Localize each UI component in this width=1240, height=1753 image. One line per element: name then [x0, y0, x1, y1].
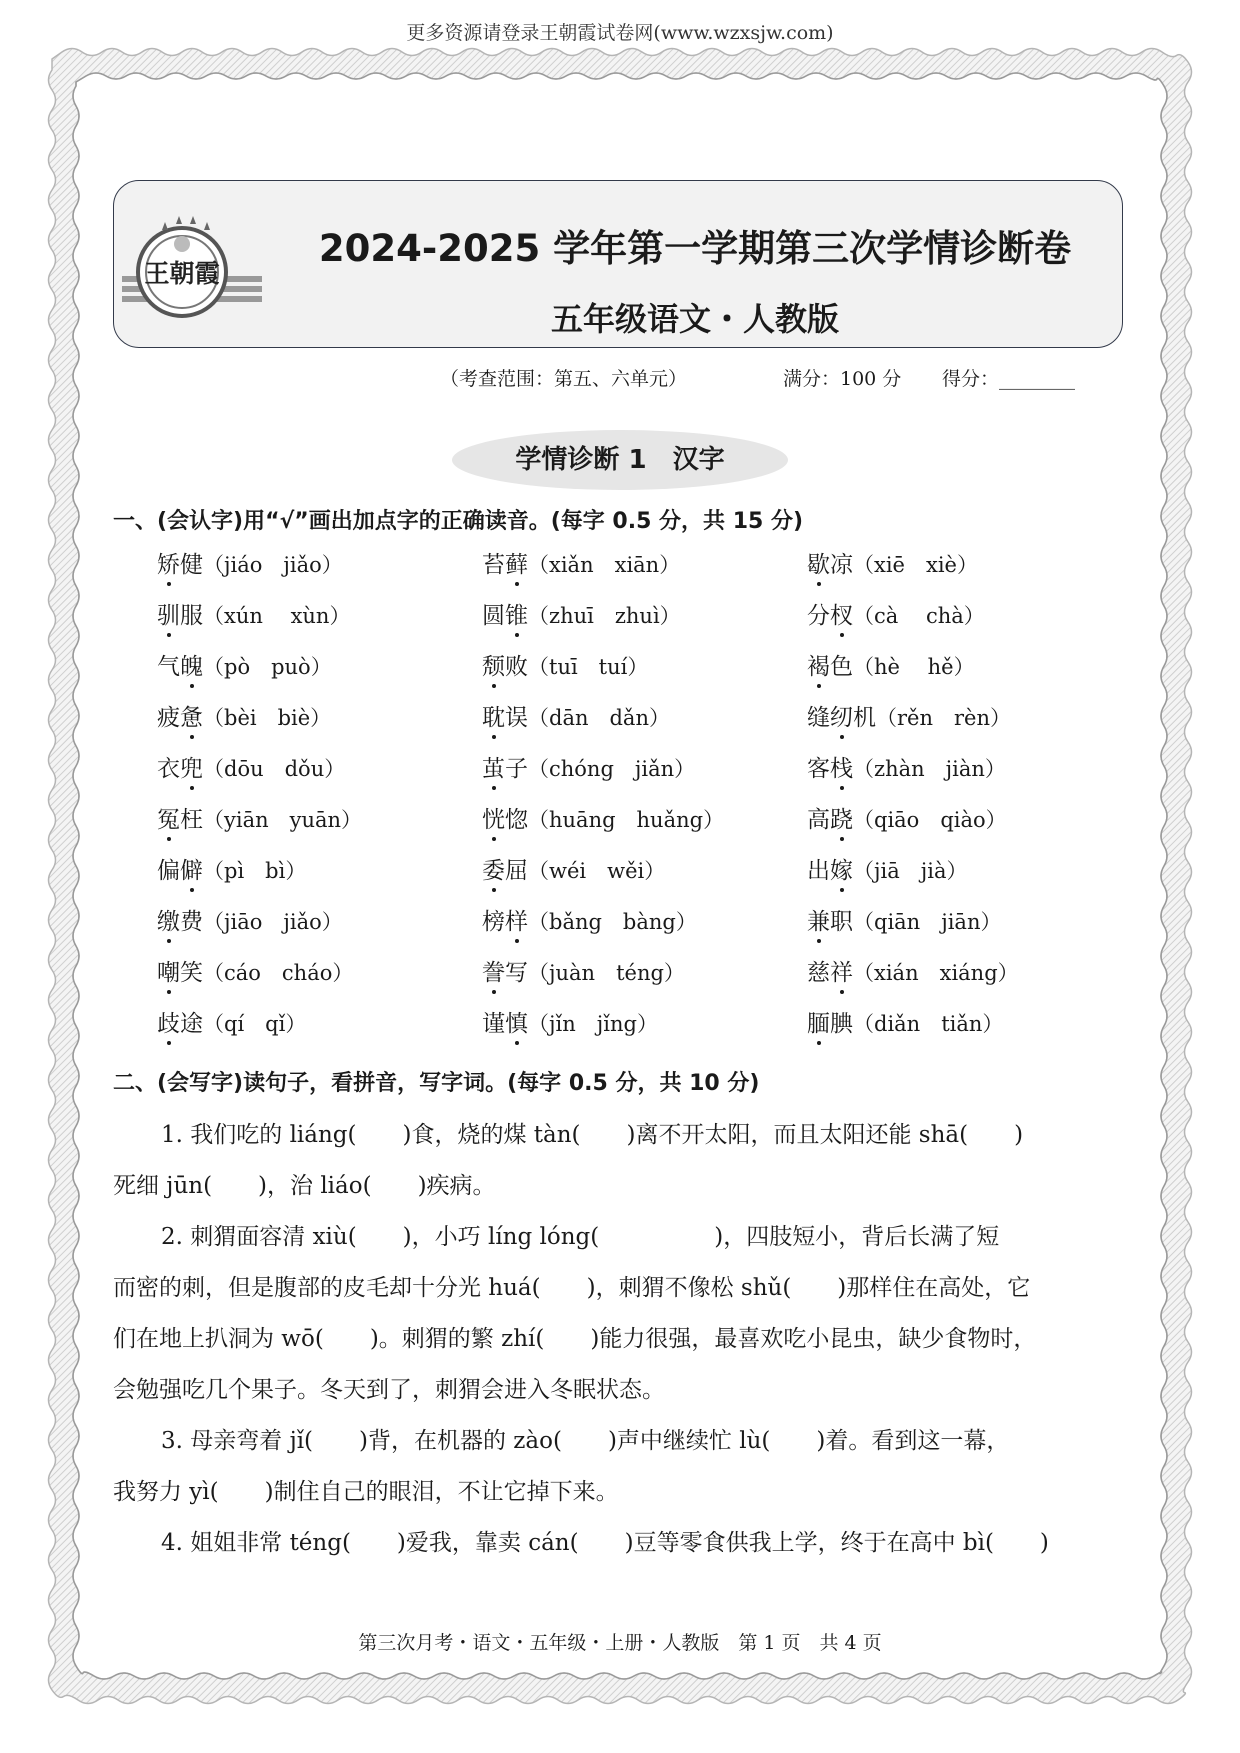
pinyin-choice-item[interactable] [157, 801, 362, 834]
dotted-char: 耽 [482, 699, 505, 732]
pinyin-choice-item[interactable] [807, 597, 985, 630]
word-char: 出 [807, 858, 830, 884]
word-char: 色 [830, 654, 853, 680]
word-char: 缝 [807, 705, 830, 731]
pinyin-options: （jǐn jǐng） [528, 1012, 658, 1036]
question-1-title: 一、(会认字)用“√”画出加点字的正确读音。(每字 0.5 分，共 15 分) [113, 509, 804, 534]
passage-line[interactable]: 3. 母亲弯着 jǐ( )背，在机器的 zào( )声中继续忙 lù( )着。看到这一幕， [161, 1428, 1010, 1454]
pinyin-choice-item[interactable] [482, 750, 695, 783]
word-char: 衣 [157, 756, 180, 782]
word-char: 子 [505, 756, 528, 782]
pinyin-choice-item[interactable] [157, 648, 332, 681]
pinyin-choice-item[interactable] [807, 546, 978, 579]
pinyin-choice-item[interactable] [807, 750, 1006, 783]
dotted-char: 祥 [830, 954, 853, 987]
dotted-char: 锥 [505, 597, 528, 630]
dotted-char: 藓 [505, 546, 528, 579]
pinyin-choice-item[interactable] [482, 852, 665, 885]
pinyin-options: （cà chà） [853, 604, 985, 628]
pinyin-options: （dān dǎn） [528, 706, 670, 730]
pinyin-options: （zhuī zhuì） [528, 604, 681, 628]
pinyin-choice-item[interactable] [482, 954, 685, 987]
dotted-char: 嫁 [830, 852, 853, 885]
passage-line[interactable]: 4. 姐姐非常 téng( )爱我，靠卖 cán( )豆等零食供我上学，终于在高中 bì( ) [161, 1530, 1049, 1556]
pinyin-options: （xiǎn xiān） [528, 553, 681, 577]
word-char: 惚 [505, 807, 528, 833]
dotted-char: 慎 [505, 1005, 528, 1038]
word-char: 途 [180, 1011, 203, 1037]
dotted-char: 兼 [807, 903, 830, 936]
pinyin-options: （jiāo jiǎo） [203, 910, 343, 934]
passage-line[interactable]: 2. 刺猬面容清 xiù( )，小巧 líng lóng( )，四肢短小，背后长满了短 [161, 1224, 1000, 1250]
word-char: 气 [157, 654, 180, 680]
dotted-char: 歇 [807, 546, 830, 579]
pinyin-options: （rěn rèn） [876, 706, 1011, 730]
pinyin-choice-item[interactable] [157, 954, 353, 987]
dotted-char: 委 [482, 852, 505, 885]
pinyin-options: （chóng jiǎn） [528, 757, 696, 781]
pinyin-options: （jiā jià） [853, 859, 968, 883]
word-char: 服 [180, 603, 203, 629]
dotted-char: 杈 [830, 597, 853, 630]
question-2-title: 二、(会写字)读句子，看拼音，写字词。(每字 0.5 分，共 10 分) [113, 1071, 760, 1096]
pinyin-choice-item[interactable] [482, 546, 680, 579]
pinyin-options: （qiāo qiào） [853, 808, 1007, 832]
word-char: 写 [505, 960, 528, 986]
pinyin-options: （tuī tuí） [528, 655, 649, 679]
dotted-char: 誊 [482, 954, 505, 987]
pinyin-choice-item[interactable] [482, 1005, 658, 1038]
word-char: 榜 [482, 909, 505, 935]
dotted-char: 栈 [830, 750, 853, 783]
pinyin-choice-item[interactable] [807, 903, 1001, 936]
pinyin-choice-item[interactable] [807, 1005, 1003, 1038]
dotted-char: 恍 [482, 801, 505, 834]
pinyin-options: （pò può） [203, 655, 332, 679]
pinyin-choice-item[interactable] [157, 699, 331, 732]
word-char: 谨 [482, 1011, 505, 1037]
passage-line[interactable]: 会勉强吃几个果子。冬天到了，刺猬会进入冬眠状态。 [113, 1377, 665, 1403]
pinyin-options: （qí qǐ） [203, 1012, 307, 1036]
word-char: 苔 [482, 552, 505, 578]
pinyin-options: （xián xiáng） [853, 961, 1019, 985]
passage-line[interactable]: 1. 我们吃的 liáng( )食，烧的煤 tàn( )离不开太阳，而且太阳还能 shā( ) [161, 1122, 1024, 1148]
dotted-char: 兜 [180, 750, 203, 783]
word-char: 笑 [180, 960, 203, 986]
pinyin-options: （bèi biè） [203, 706, 332, 730]
dotted-char: 惫 [180, 699, 203, 732]
pinyin-choice-item[interactable] [807, 648, 975, 681]
dotted-char: 歧 [157, 1005, 180, 1038]
word-char: 屈 [505, 858, 528, 884]
pinyin-choice-item[interactable] [482, 648, 648, 681]
pinyin-choice-item[interactable] [157, 597, 350, 630]
dotted-char: 纫 [830, 699, 853, 732]
pinyin-choice-item[interactable] [157, 546, 343, 579]
pinyin-options: （jiáo jiǎo） [203, 553, 343, 577]
page-footer: 第三次月考・语文・五年级・上册・人教版 第 1 页 共 4 页 [358, 1632, 882, 1654]
word-char: 机 [853, 705, 876, 731]
dotted-char: 驯 [157, 597, 180, 630]
word-char: 枉 [180, 807, 203, 833]
pinyin-options: （wéi wěi） [528, 859, 666, 883]
dotted-char: 缴 [157, 903, 180, 936]
pinyin-choice-item[interactable] [807, 852, 968, 885]
pinyin-choice-item[interactable] [157, 750, 345, 783]
score-field: 得分：________ [942, 368, 1076, 390]
dotted-char: 冤 [157, 801, 180, 834]
word-char: 偏 [157, 858, 180, 884]
dotted-char: 腼 [807, 1005, 830, 1038]
word-char: 凉 [830, 552, 853, 578]
passage-line[interactable]: 而密的刺，但是腹部的皮毛却十分光 huá( )，刺猬不像松 shǔ( )那样住在高处，它 [113, 1275, 1031, 1301]
pinyin-choice-item[interactable] [807, 801, 1007, 834]
pinyin-options: （diǎn tiǎn） [853, 1012, 1004, 1036]
dotted-char: 僻 [180, 852, 203, 885]
dotted-char: 褐 [807, 648, 830, 681]
word-char: 慈 [807, 960, 830, 986]
pinyin-options: （pì bì） [203, 859, 307, 883]
pinyin-options: （bǎng bàng） [528, 910, 697, 934]
dotted-char: 矫 [157, 546, 180, 579]
word-char: 高 [807, 807, 830, 833]
exam-title: 2024-2025 学年第一学期第三次学情诊断卷 [318, 227, 1072, 270]
dotted-char: 颓 [482, 648, 505, 681]
pinyin-options: （yiān yuān） [203, 808, 363, 832]
pinyin-options: （xiē xiè） [853, 553, 978, 577]
dotted-char: 魄 [180, 648, 203, 681]
pinyin-options: （hè hě） [853, 655, 975, 679]
pinyin-choice-item[interactable] [807, 699, 1011, 732]
word-char: 腆 [830, 1011, 853, 1037]
pinyin-choice-item[interactable] [157, 852, 306, 885]
word-char: 费 [180, 909, 203, 935]
word-char: 客 [807, 756, 830, 782]
logo-text: 王朝霞 [144, 259, 220, 288]
pinyin-options: （cáo cháo） [203, 961, 354, 985]
pinyin-choice-item[interactable] [157, 903, 343, 936]
pinyin-options: （huāng huǎng） [528, 808, 725, 832]
pinyin-options: （juàn téng） [528, 961, 685, 985]
pinyin-choice-item[interactable] [807, 954, 1019, 987]
pinyin-choice-item[interactable] [482, 801, 724, 834]
pinyin-options: （dōu dǒu） [203, 757, 346, 781]
passage-line[interactable]: 死细 jūn( )，治 liáo( )疾病。 [113, 1173, 496, 1199]
dotted-char: 嘲 [157, 954, 180, 987]
word-char: 误 [505, 705, 528, 731]
dotted-char: 茧 [482, 750, 505, 783]
pinyin-choice-item[interactable] [157, 1005, 306, 1038]
wangzhaoxia-logo-seal [122, 212, 262, 322]
pinyin-options: （qiān jiān） [853, 910, 1002, 934]
passage-line[interactable]: 我努力 yì( )制住自己的眼泪，不让它掉下来。 [113, 1479, 619, 1505]
dotted-char: 跷 [830, 801, 853, 834]
full-score: 满分：100 分 [783, 368, 902, 390]
word-char: 疲 [157, 705, 180, 731]
pinyin-choice-item[interactable] [482, 903, 697, 936]
section-banner: 学情诊断 1 汉字 [452, 430, 788, 490]
pinyin-options: （zhàn jiàn） [853, 757, 1006, 781]
exam-scope: （考查范围：第五、六单元） [440, 368, 688, 390]
word-char: 圆 [482, 603, 505, 629]
pinyin-choice-item[interactable] [482, 699, 670, 732]
top-source-note: 更多资源请登录王朝霞试卷网(www.wzxsjw.com) [406, 22, 834, 44]
word-char: 健 [180, 552, 203, 578]
pinyin-options: （xún xùn） [203, 604, 351, 628]
passage-line[interactable]: 们在地上扒洞为 wō( )。刺猬的繁 zhí( )能力很强，最喜欢吃小昆虫，缺少食物时， [113, 1326, 1037, 1352]
pinyin-choice-item[interactable] [482, 597, 681, 630]
word-char: 败 [505, 654, 528, 680]
exam-subtitle: 五年级语文・人教版 [550, 300, 839, 338]
word-char: 分 [807, 603, 830, 629]
word-char: 职 [830, 909, 853, 935]
dotted-char: 样 [505, 903, 528, 936]
